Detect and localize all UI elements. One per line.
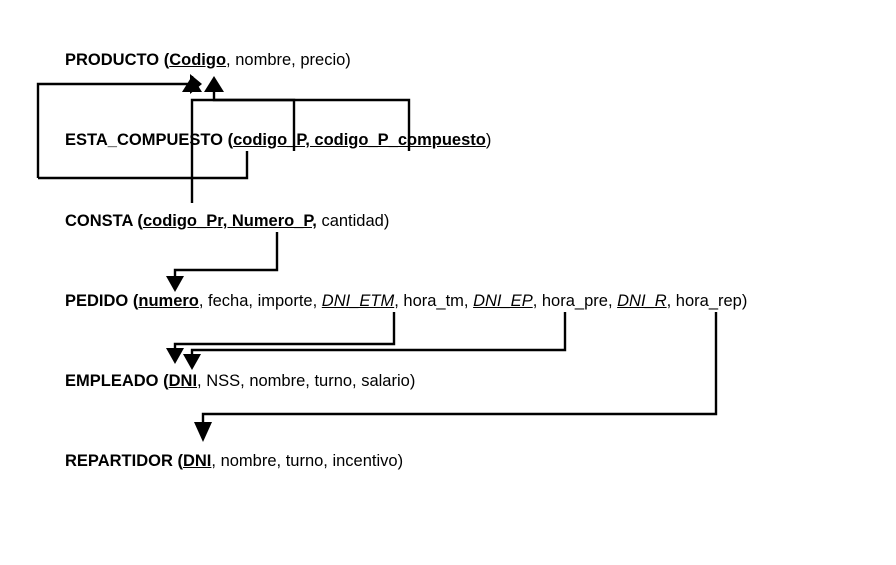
attribute-separator: ,: [197, 372, 207, 390]
primary-key-attribute: codigo_P, codigo_P_compuesto: [233, 131, 486, 149]
relation-open-paren: (: [159, 51, 170, 69]
relation-name: ESTA_COMPUESTO: [65, 131, 223, 149]
relation-pedido: [65, 293, 747, 310]
attribute-separator: ,: [240, 372, 250, 390]
attribute-separator: ,: [463, 292, 474, 310]
relation-name: EMPLEADO: [65, 372, 159, 390]
relation-open-paren: (: [128, 292, 139, 310]
attribute: hora_pre: [541, 292, 608, 310]
relation-empleado: [65, 373, 415, 390]
attribute: nombre: [249, 372, 306, 390]
attribute: turno: [285, 452, 324, 470]
relation-open-paren: (: [172, 452, 183, 470]
attribute-separator: ,: [198, 292, 209, 310]
foreign-key-attribute: DNI_ETM: [321, 292, 395, 310]
attribute: hora_rep: [675, 292, 742, 310]
attribute: NSS: [206, 372, 241, 390]
relation-close-paren: ): [383, 212, 390, 230]
attribute: fecha: [208, 292, 249, 310]
attribute: importe: [257, 292, 313, 310]
attribute-separator: ,: [312, 292, 322, 310]
link-consta-numero-p-to-pedido: [166, 232, 277, 292]
primary-key-attribute: Codigo: [169, 51, 227, 69]
attribute-separator: ,: [291, 51, 301, 69]
relation-name: PEDIDO: [65, 292, 129, 310]
relation-producto: [65, 52, 351, 69]
link-esta-codigo-p-to-producto: [38, 74, 247, 178]
attribute: salario: [361, 372, 410, 390]
relation-close-paren: ): [409, 372, 416, 390]
link-pedido-dni-etm-to-empleado: [166, 312, 394, 364]
primary-key-attribute: DNI: [168, 372, 198, 390]
attribute-separator: ,: [666, 292, 676, 310]
relation-name: PRODUCTO: [65, 51, 160, 69]
relation-repartidor: [65, 453, 403, 470]
foreign-key-attribute: DNI_EP: [473, 292, 533, 310]
relation-name: CONSTA: [65, 212, 133, 230]
attribute: precio: [300, 51, 346, 69]
attribute: turno: [314, 372, 353, 390]
relation-close-paren: ): [485, 131, 492, 149]
foreign-key-attribute: DNI_R: [617, 292, 667, 310]
attribute: hora_tm: [403, 292, 464, 310]
relation-open-paren: (: [132, 212, 143, 230]
relation-open-paren: (: [223, 131, 234, 149]
attribute: nombre: [220, 452, 277, 470]
attribute-separator: ,: [607, 292, 618, 310]
attribute: cantidad: [321, 212, 384, 230]
attribute-separator: ,: [323, 452, 333, 470]
attribute-separator: ,: [352, 372, 362, 390]
attribute-separator: ,: [276, 452, 286, 470]
attribute-separator: ,: [394, 292, 404, 310]
link-pedido-dni-ep-to-empleado: [183, 312, 565, 370]
relation-close-paren: ): [741, 292, 748, 310]
attribute-separator: ,: [211, 452, 221, 470]
relation-name: REPARTIDOR: [65, 452, 173, 470]
attribute: nombre: [235, 51, 292, 69]
primary-key-attribute: numero: [138, 292, 199, 310]
attribute-separator: ,: [248, 292, 258, 310]
attribute-separator: ,: [226, 51, 236, 69]
primary-key-attribute: codigo_Pr, Numero_P,: [142, 212, 317, 230]
relation-close-paren: ): [345, 51, 351, 69]
relation-close-paren: ): [397, 452, 404, 470]
relation-open-paren: (: [158, 372, 169, 390]
relation-consta: [65, 213, 389, 230]
primary-key-attribute: DNI: [182, 452, 212, 470]
attribute-separator: ,: [305, 372, 315, 390]
attribute: incentivo: [332, 452, 398, 470]
relation-esta-compuesto: [65, 132, 491, 149]
attribute-separator: ,: [532, 292, 542, 310]
